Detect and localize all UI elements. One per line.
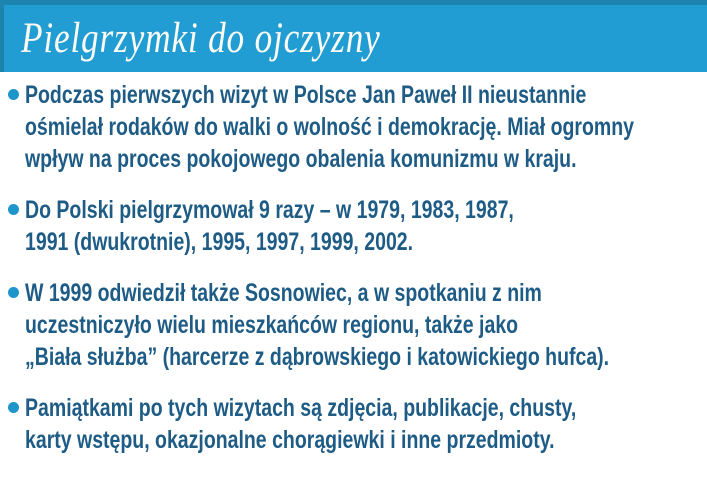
header-left-border [0,0,4,72]
bullet-list [8,79,707,475]
bullet-line: „Biała służba” (harcerze z dąbrowskiego i katowickiego hufca). [25,343,610,371]
bullet-line: Podczas pierwszych wizyt w Polsce Jan Paweł II nieustannie [25,81,587,109]
bullet-line: ośmielał rodaków do walki o wolność i demokrację. Miał ogromny [25,113,634,141]
list-item [8,79,707,175]
bullet-line: Do Polski pielgrzymował 9 razy – w 1979, 1983, 1987, [25,196,514,224]
bullet-line: wpływ na proces pokojowego obalenia komunizmu w kraju. [25,145,577,173]
bullet-line: 1991 (dwukrotnie), 1995, 1997, 1999, 2002. [25,228,414,256]
bullet-dot-icon [8,89,19,100]
slide-title: Pielgrzymki do ojczyzny [21,15,381,62]
bullet-dot-icon [8,287,19,298]
bullet-line: karty wstępu, okazjonalne chorągiewki i inne przedmioty. [25,426,555,454]
list-item [8,194,707,258]
bullet-dot-icon [8,204,19,215]
list-item [8,392,707,456]
bullet-line: Pamiątkami po tych wizytach są zdjęcia, publikacje, chusty, [25,394,577,422]
bullet-dot-icon [8,402,19,413]
list-item [8,277,707,373]
bullet-line: W 1999 odwiedził także Sosnowiec, a w spotkaniu z nim [25,279,542,307]
header-top-border [0,0,707,5]
bullet-line: uczestniczyło wielu mieszkańców regionu, także jako [25,311,519,339]
